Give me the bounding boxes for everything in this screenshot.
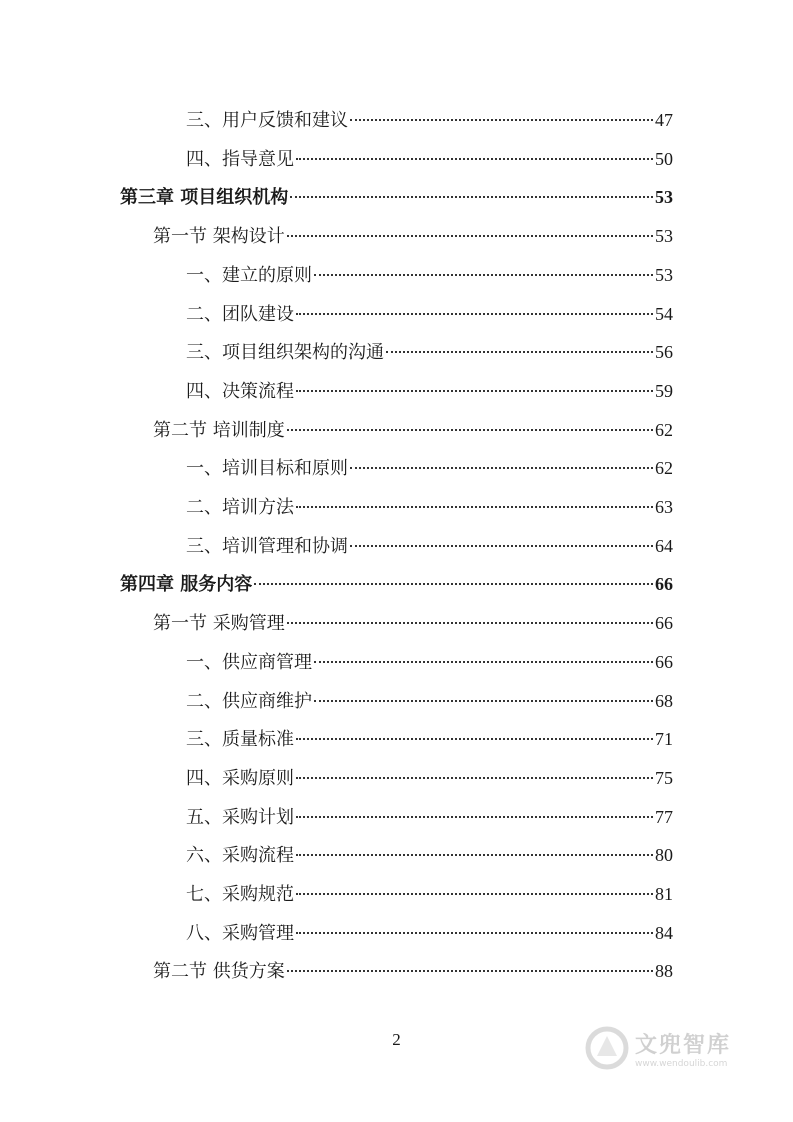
toc-dot-leader xyxy=(350,466,653,469)
toc-entry-title: 二、供应商维护 xyxy=(186,690,312,712)
toc-dot-leader xyxy=(386,350,653,353)
toc-dot-leader xyxy=(296,815,653,818)
toc-subsection-entry[interactable] xyxy=(186,105,673,135)
toc-dot-leader xyxy=(296,931,653,934)
page-number: 2 xyxy=(392,1030,401,1049)
toc-entry-page: 47 xyxy=(655,110,673,130)
toc-entry-title: 二、培训方法 xyxy=(186,497,294,518)
toc-subsection-entry[interactable] xyxy=(186,840,673,870)
toc-dot-leader xyxy=(287,621,653,624)
toc-dot-leader xyxy=(296,157,653,160)
toc-entry-page: 53 xyxy=(655,226,673,247)
toc-entry-page: 53 xyxy=(655,187,673,208)
toc-dot-leader xyxy=(296,853,653,856)
toc-entry-page: 77 xyxy=(655,806,673,827)
toc-subsection-entry[interactable] xyxy=(186,299,673,329)
toc-entry-page: 66 xyxy=(655,651,673,672)
toc-entry-title: 一、培训目标和原则 xyxy=(186,458,348,480)
toc-subsection-entry[interactable] xyxy=(186,879,673,909)
toc-entry-page: 84 xyxy=(655,922,673,943)
toc-subsection-entry[interactable] xyxy=(186,531,673,561)
toc-entry-title: 三、项目组织架构的沟通 xyxy=(186,342,384,364)
toc-dot-leader xyxy=(287,234,653,237)
toc-subsection-entry[interactable] xyxy=(186,260,673,290)
toc-entry-title: 五、采购计划 xyxy=(186,806,294,828)
toc-entry-title: 三、用户反馈和建议 xyxy=(186,110,348,131)
toc-section-entry[interactable] xyxy=(153,956,673,986)
toc-subsection-entry[interactable] xyxy=(186,453,673,483)
toc-entry-title: 七、采购规范 xyxy=(186,884,294,905)
toc-entry-title: 三、培训管理和协调 xyxy=(186,535,348,557)
toc-subsection-entry[interactable] xyxy=(186,144,673,174)
toc-entry-title: 三、质量标准 xyxy=(186,729,294,751)
toc-entry-page: 62 xyxy=(655,458,673,479)
toc-chapter-entry[interactable] xyxy=(120,569,673,599)
toc-dot-leader xyxy=(296,505,653,508)
toc-dot-leader xyxy=(314,660,653,663)
toc-dot-leader xyxy=(296,776,653,779)
toc-entry-page: 50 xyxy=(655,148,673,169)
toc-entry-page: 71 xyxy=(655,729,673,750)
toc-entry-page: 80 xyxy=(655,845,673,866)
toc-entry-title: 六、采购流程 xyxy=(186,845,294,867)
toc-dot-leader xyxy=(254,582,653,585)
watermark xyxy=(585,1018,785,1078)
toc-entry-title: 二、团队建设 xyxy=(186,303,294,325)
toc-entry-title: 第四章 服务内容 xyxy=(120,574,253,596)
toc-entry-page: 66 xyxy=(655,613,673,634)
toc-entry-page: 63 xyxy=(655,497,673,517)
toc-entry-title: 一、建立的原则 xyxy=(186,264,312,286)
toc-entry-page: 54 xyxy=(655,303,673,324)
toc-entry-title: 第一节 架构设计 xyxy=(153,226,285,248)
toc-dot-leader xyxy=(290,195,653,198)
toc-entry-page: 59 xyxy=(655,380,673,401)
toc-section-entry[interactable] xyxy=(153,608,673,638)
toc-dot-leader xyxy=(296,389,653,392)
toc-subsection-entry[interactable] xyxy=(186,686,673,716)
toc-entry-page: 88 xyxy=(655,961,673,982)
toc-dot-leader xyxy=(350,118,653,121)
toc-dot-leader xyxy=(296,312,653,315)
toc-dot-leader xyxy=(314,699,653,702)
toc-entry-page: 56 xyxy=(655,342,673,363)
toc-subsection-entry[interactable] xyxy=(186,376,673,406)
toc-entry-page: 64 xyxy=(655,535,673,556)
toc-subsection-entry[interactable] xyxy=(186,918,673,948)
toc-entry-title: 四、决策流程 xyxy=(186,380,294,402)
toc-dot-leader xyxy=(287,969,653,972)
toc-subsection-entry[interactable] xyxy=(186,647,673,677)
toc-subsection-entry[interactable] xyxy=(186,724,673,754)
watermark-name: 文兜智库 xyxy=(635,1032,732,1058)
toc-entry-title: 第二节 供货方案 xyxy=(153,961,285,983)
toc-entry-page: 68 xyxy=(655,690,673,711)
toc-subsection-entry[interactable] xyxy=(186,802,673,832)
toc-dot-leader xyxy=(296,892,653,895)
toc-entry-title: 第三章 项目组织机构 xyxy=(120,187,289,209)
toc-entry-title: 第一节 采购管理 xyxy=(153,613,285,635)
toc-entry-page: 66 xyxy=(655,574,673,595)
wendou-logo-icon xyxy=(585,1026,629,1070)
toc-entry-title: 四、采购原则 xyxy=(186,767,294,789)
toc-entry-title: 第二节 培训制度 xyxy=(153,419,285,441)
toc-subsection-entry[interactable] xyxy=(186,763,673,793)
toc-dot-leader xyxy=(287,428,653,431)
toc-entry-title: 一、供应商管理 xyxy=(186,651,312,673)
toc-subsection-entry[interactable] xyxy=(186,492,673,522)
toc-entry-page: 75 xyxy=(655,767,673,788)
toc-entry-page: 81 xyxy=(655,884,673,904)
toc-dot-leader xyxy=(296,737,653,740)
toc-entry-page: 62 xyxy=(655,419,673,440)
toc-entry-page: 53 xyxy=(655,264,673,285)
toc-section-entry[interactable] xyxy=(153,221,673,251)
toc-section-entry[interactable] xyxy=(153,415,673,445)
toc-dot-leader xyxy=(314,273,653,276)
watermark-url: www.wendoulib.com xyxy=(635,1058,728,1069)
toc-chapter-entry[interactable] xyxy=(120,182,673,212)
toc-entry-title: 八、采购管理 xyxy=(186,922,294,944)
toc-subsection-entry[interactable] xyxy=(186,337,673,367)
toc-entry-title: 四、指导意见 xyxy=(186,148,294,170)
toc-dot-leader xyxy=(350,544,653,547)
